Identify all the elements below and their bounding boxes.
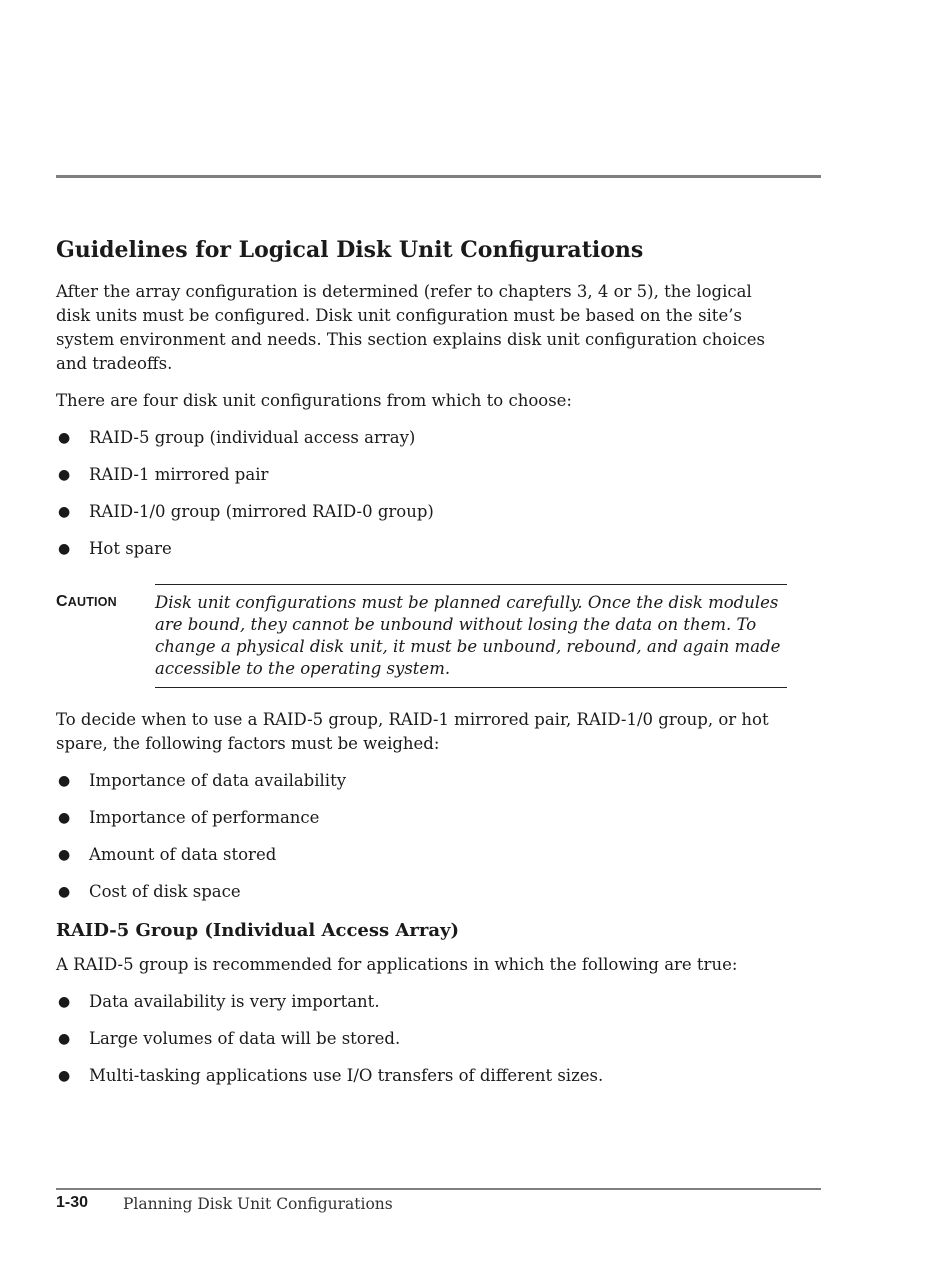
page-footer: [56, 1194, 821, 1218]
list-item: [56, 537, 791, 561]
list-item-text: Importance of data availability: [89, 771, 347, 790]
choices-lead-paragraph: There are four disk unit configurations from which to choose:: [56, 391, 572, 410]
page-number: 1-30: [56, 1194, 89, 1211]
bullet-icon: ●: [58, 430, 71, 446]
bullet-icon: ●: [58, 541, 71, 557]
subsection-lead-paragraph: A RAID-5 group is recommended for applications in which the following are true:: [56, 955, 738, 974]
bullet-icon: ●: [58, 994, 71, 1010]
list-item-text: Importance of performance: [89, 808, 320, 827]
list-item-text: RAID-1 mirrored pair: [89, 465, 269, 484]
caution-note: [56, 584, 791, 688]
subsection-title: RAID-5 Group (Individual Access Array): [56, 920, 459, 941]
list-item-text: RAID-1/0 group (mirrored RAID-0 group): [89, 502, 434, 521]
caution-box: [155, 584, 787, 688]
bullet-icon: ●: [58, 1031, 71, 1047]
bullet-icon: ●: [58, 810, 71, 826]
list-item-text: RAID-5 group (individual access array): [89, 428, 416, 447]
bullet-icon: ●: [58, 504, 71, 520]
footer-chapter-title: Planning Disk Unit Configurations: [123, 1195, 393, 1213]
factors-lead-paragraph: To decide when to use a RAID-5 group, RAID-1 mirrored pair, RAID-1/0 group, or hot spare, the following factors must be weighed:: [56, 710, 769, 753]
list-item-text: Hot spare: [89, 539, 172, 558]
list-item: [56, 463, 791, 487]
list-item: [56, 769, 791, 793]
list-item: [56, 843, 791, 867]
bullet-icon: ●: [58, 467, 71, 483]
list-item-text: Large volumes of data will be stored.: [89, 1029, 401, 1048]
caution-label: CAUTION: [56, 593, 117, 610]
list-item-text: Multi-tasking applications use I/O transfers of different sizes.: [89, 1066, 604, 1085]
bullet-icon: ●: [58, 1068, 71, 1084]
bullet-icon: ●: [58, 773, 71, 789]
list-item: [56, 880, 791, 904]
configuration-choices-list: [56, 426, 791, 561]
footer-rule: [56, 1188, 821, 1190]
section-title: Guidelines for Logical Disk Unit Configurations: [56, 237, 644, 263]
list-item: [56, 426, 791, 450]
page-content: [56, 234, 791, 1101]
bullet-icon: ●: [58, 884, 71, 900]
list-item: [56, 500, 791, 524]
list-item-text: Data availability is very important.: [89, 992, 380, 1011]
header-rule: [56, 175, 821, 178]
list-item: [56, 1064, 791, 1088]
list-item: [56, 990, 791, 1014]
list-item: [56, 1027, 791, 1051]
list-item: [56, 806, 791, 830]
intro-paragraph: After the array configuration is determined (refer to chapters 3, 4 or 5), the logical disk units must be configured. Disk unit configuration must be based on the site’s system environment and needs. This section explains disk unit configuration choices and tradeoffs.: [56, 282, 765, 373]
bullet-icon: ●: [58, 847, 71, 863]
factors-list: [56, 769, 791, 904]
list-item-text: Amount of data stored: [89, 845, 277, 864]
list-item-text: Cost of disk space: [89, 882, 241, 901]
caution-text: Disk unit configurations must be planned carefully. Once the disk modules are bound, they cannot be unbound without losing the data on them. To change a physical disk unit, it must be unbound, rebound, and again made accessible to the operating system.: [155, 593, 781, 678]
raid5-recommendations-list: [56, 990, 791, 1088]
